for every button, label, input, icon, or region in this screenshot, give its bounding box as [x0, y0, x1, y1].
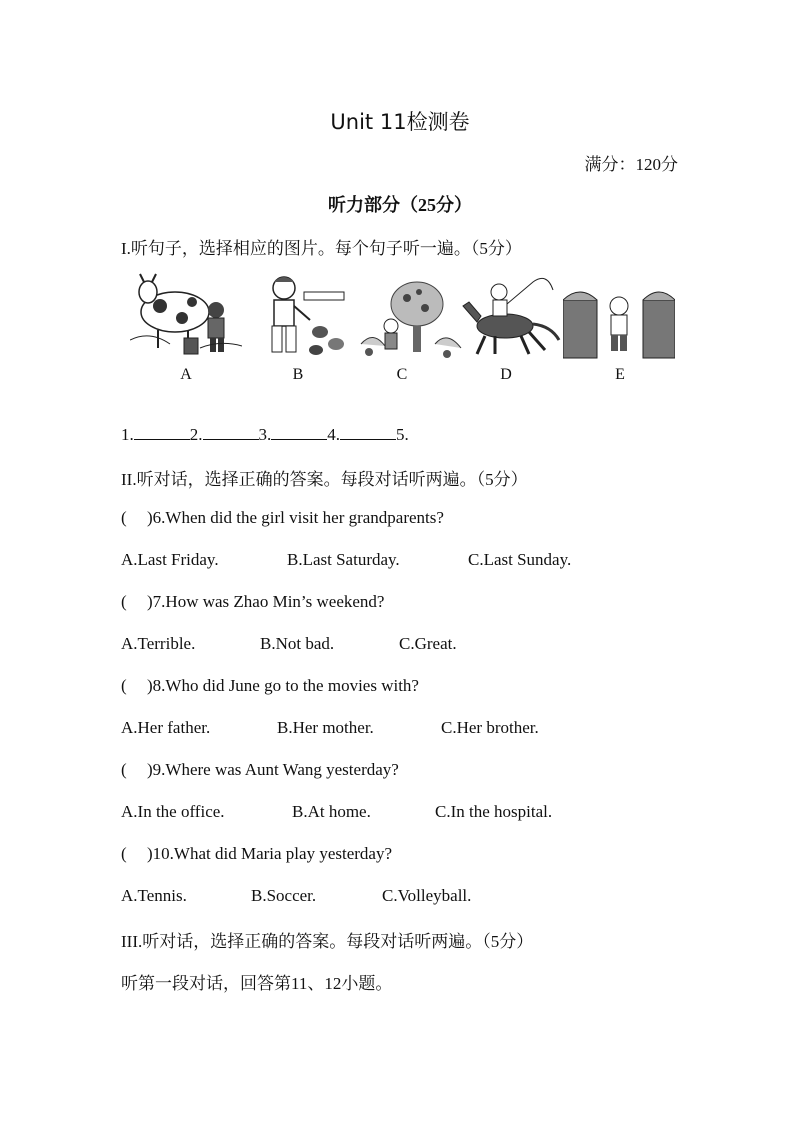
option-b: B.Not bad. — [260, 634, 335, 653]
section-heading: 听力部分（25分） — [328, 195, 472, 215]
option-c: C.Last Sunday. — [468, 550, 572, 569]
boy-riding-horse-icon — [455, 270, 567, 362]
answer-blank-4[interactable] — [340, 425, 396, 440]
picture-letter-d: D — [500, 366, 512, 383]
picture-letter-a: A — [180, 366, 192, 383]
boy-milking-cow-icon — [130, 270, 242, 362]
question-6: ( )6.When did the girl visit her grandparents? — [121, 508, 444, 527]
girl-picking-strawberries-icon — [355, 270, 467, 362]
boy-feeding-chickens-icon — [242, 270, 354, 362]
question-8: ( )8.Who did June go to the movies with? — [121, 676, 419, 695]
answer-paren[interactable]: ( — [121, 508, 127, 527]
answer-number-1: 1. — [121, 425, 134, 444]
option-b: B.Last Saturday. — [287, 550, 400, 569]
option-b: B.At home. — [292, 802, 371, 821]
part2-instruction: II.听对话，选择正确的答案。每段对话听两遍。（5分） — [121, 470, 528, 489]
question-text: 9.Where was Aunt Wang yesterday? — [152, 760, 399, 779]
option-c: C.In the hospital. — [435, 802, 553, 821]
option-a: A.Tennis. — [121, 886, 187, 905]
picture-letter-b: B — [292, 366, 304, 383]
answer-number-2: 2. — [189, 425, 203, 444]
page-title: Unit 11检测卷 — [330, 110, 470, 134]
option-a: A.Terrible. — [121, 634, 196, 653]
question-text: 10.What did Maria play yesterday? — [152, 844, 392, 863]
answer-paren[interactable]: ( — [121, 760, 127, 779]
question-9: ( )9.Where was Aunt Wang yesterday? — [121, 760, 399, 779]
question-10: ( )10.What did Maria play yesterday? — [121, 844, 392, 863]
option-c: C.Her brother. — [441, 718, 539, 737]
option-c: C.Volleyball. — [382, 886, 472, 905]
option-a: A.Her father. — [121, 718, 211, 737]
answer-paren[interactable]: ( — [121, 844, 127, 863]
answer-blanks — [121, 425, 409, 445]
option-a: A.In the office. — [121, 802, 225, 821]
option-c: C.Great. — [399, 634, 457, 653]
question-text: 8.Who did June go to the movies with? — [152, 676, 419, 695]
answer-number-3: 3. — [258, 425, 272, 444]
question-7: ( )7.How was Zhao Min’s weekend? — [121, 592, 385, 611]
option-b: B.Soccer. — [251, 886, 317, 905]
part1-instruction: I.听句子，选择相应的图片。每个句子听一遍。（5分） — [121, 239, 522, 258]
answer-blank-3[interactable] — [271, 425, 327, 440]
part3-sub-instruction: 听第一段对话，回答第11、12小题。 — [121, 974, 393, 993]
answer-number-5: 5. — [396, 425, 409, 444]
picture-letter-c: C — [396, 366, 408, 383]
answer-paren[interactable]: ( — [121, 592, 127, 611]
boy-at-market-icon — [563, 270, 675, 362]
option-b: B.Her mother. — [277, 718, 374, 737]
question-text: 6.When did the girl visit her grandparents? — [152, 508, 444, 527]
picture-letter-e: E — [615, 366, 625, 383]
answer-blank-2[interactable] — [203, 425, 259, 440]
answer-blank-1[interactable] — [134, 425, 190, 440]
option-a: A.Last Friday. — [121, 550, 219, 569]
answer-number-4: 4. — [327, 425, 340, 444]
full-score: 满分：120分 — [584, 155, 678, 174]
question-text: 7.How was Zhao Min’s weekend? — [152, 592, 385, 611]
answer-paren[interactable]: ( — [121, 676, 127, 695]
part3-instruction: III.听对话，选择正确的答案。每段对话听两遍。（5分） — [121, 932, 534, 951]
